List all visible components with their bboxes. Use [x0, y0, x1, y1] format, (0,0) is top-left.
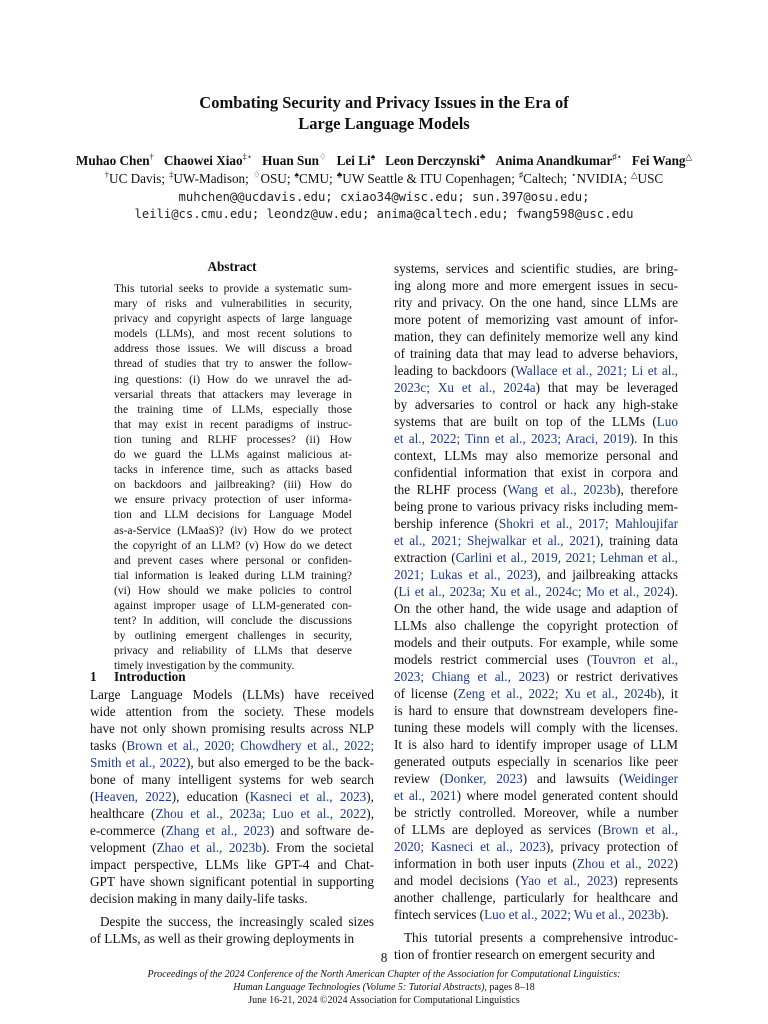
text-line: [394, 447, 678, 464]
text-run: ). From the societal: [261, 840, 374, 855]
text-line: [394, 600, 678, 617]
text-run: ),: [366, 789, 374, 804]
text-run: of LLMs are deployed as services (: [394, 822, 603, 837]
author: [632, 153, 692, 168]
text-line: [394, 617, 678, 634]
affiliation-mark: ♯: [518, 169, 524, 180]
affiliation-mark: ⋆: [571, 169, 577, 180]
text-run: of LLMs, as well as their growing deployments in: [90, 931, 355, 946]
citation-link[interactable]: Yao et al., 2023: [520, 873, 614, 888]
author-mark: △: [685, 151, 693, 162]
affiliation: [337, 171, 515, 186]
author: [385, 153, 485, 168]
text-run: This tutorial presents a comprehensive introduc-: [404, 930, 678, 945]
text-line: [90, 737, 374, 754]
author-name: Huan Sun: [262, 153, 319, 168]
text-run: healthcare (: [90, 806, 156, 821]
affiliation-mark: △: [631, 169, 638, 180]
affiliation-mark: †: [104, 169, 110, 180]
text-run: ).: [670, 584, 678, 599]
abstract-line: and prevent cases where personal or confiden-: [114, 554, 352, 567]
author-mark: ♢: [319, 151, 327, 162]
affiliation-name: Caltech;: [523, 171, 568, 186]
text-run: ) represents: [613, 873, 678, 888]
text-line: [394, 929, 678, 946]
text-line: [394, 328, 678, 345]
abstract-line: address those issues. We will discuss a broad: [114, 343, 352, 356]
footer-line-3: June 16-21, 2024 ©2024 Association for Computational Linguistics: [248, 995, 520, 1006]
citation-link[interactable]: Zeng et al., 2022; Xu et al., 2024b: [457, 686, 658, 701]
introduction-right-column: [394, 260, 678, 963]
citation-link[interactable]: 2020; Kasneci et al., 2023: [394, 839, 546, 854]
author: [76, 153, 154, 168]
text-run: impact perspective, LLMs like GPT-4 and Chat-: [90, 857, 374, 872]
text-line: [90, 822, 374, 839]
text-line: [394, 498, 678, 515]
text-line: [394, 464, 678, 481]
author-mark: ♣: [479, 151, 486, 162]
text-line: [394, 583, 678, 600]
footer-pages: , pages 8–18: [484, 982, 535, 993]
abstract-line: against improper usage of LLM-generated con-: [114, 599, 352, 612]
text-line: [394, 413, 678, 430]
text-run: is hard to ensure that downstream developers fine-: [394, 703, 678, 718]
affiliation-name: UW-Madison;: [173, 171, 249, 186]
text-line: [90, 720, 374, 737]
affiliation-name: UW Seattle & ITU Copenhagen;: [342, 171, 515, 186]
abstract-line: on backdoors and jailbreaking? (iii) How do: [114, 479, 352, 492]
text-run: ).: [660, 907, 669, 922]
abstract-line: the training time of LLMs, especially those: [114, 403, 352, 416]
text-run: ) and software de-: [269, 823, 374, 838]
abstract-line: tent? In addition, will conclude the discussions: [114, 615, 352, 628]
abstract-line: (vi) How should we make policies to control: [114, 584, 352, 597]
text-run: LLMs also challenge the copyright protection of: [394, 618, 678, 633]
author-name: Leon Derczynski: [385, 153, 480, 168]
affiliation: [631, 171, 663, 186]
text-line: [90, 873, 374, 890]
text-line: [394, 379, 678, 396]
affiliation: [519, 171, 567, 186]
citation-link[interactable]: Weidinger: [623, 771, 678, 786]
affiliation-name: USC: [637, 171, 664, 186]
text-line: [90, 890, 374, 907]
citation-link[interactable]: et al., 2021; Shejwalkar et al., 2021: [394, 533, 596, 548]
text-run: ): [673, 856, 678, 871]
author: [164, 153, 252, 168]
abstract-line: by outlining emergent challenges in security,: [114, 630, 352, 643]
text-run: generated outputs especially in scenarios like peer: [394, 754, 678, 769]
citation-link[interactable]: Heaven, 2022: [94, 789, 172, 804]
text-run: context, LLMs may also memorize personal and: [394, 448, 678, 463]
abstract-line: ing questions: (i) How do we unravel the ad-: [114, 373, 352, 386]
text-line: [90, 839, 374, 856]
page-number: 8: [380, 950, 388, 965]
text-line: [394, 294, 678, 311]
text-run: rity and privacy. On the one hand, since LLMs are: [394, 295, 678, 310]
text-line: [90, 788, 374, 805]
text-run: and model decisions (: [394, 873, 521, 888]
paper-title-line-2: Large Language Models: [298, 114, 470, 133]
text-run: have not only shown promising results across NLP: [90, 721, 374, 736]
text-line: [394, 787, 678, 804]
abstract-line: that may exist in recent paradigms of instruc-: [114, 418, 352, 431]
text-line: [394, 736, 678, 753]
text-line: [394, 855, 678, 872]
text-line: [90, 805, 374, 822]
abstract-line: timely investigation by the community.: [114, 660, 295, 673]
text-run: be strictly controlled. Moreover, while a number: [394, 805, 678, 820]
text-run: tion of frontier research on emergent security and: [394, 947, 655, 962]
text-run: Despite the success, the increasingly scaled sizes: [100, 914, 374, 929]
abstract-line: do we guard the LLMs against malicious at-: [114, 449, 352, 462]
text-run: of license (: [394, 686, 458, 701]
author-name: Chaowei Xiao: [163, 153, 243, 168]
author-mark: ♯⋆: [612, 151, 622, 162]
text-line: [394, 889, 678, 906]
text-line: [90, 856, 374, 873]
text-run: review (: [394, 771, 445, 786]
text-line: [90, 771, 374, 788]
text-run: ), training data: [595, 533, 678, 548]
footer-line-2: [0, 981, 768, 994]
text-run: Large Language Models (LLMs) have received: [90, 687, 374, 702]
citation-link[interactable]: 2023c; Xu et al., 2024a: [394, 380, 536, 395]
citation-link[interactable]: Wallace et al., 2021; Li et al.,: [515, 363, 678, 378]
text-line: [394, 719, 678, 736]
text-line: [394, 311, 678, 328]
affiliation-list: [0, 170, 768, 188]
text-run: ), education (: [171, 789, 250, 804]
abstract-line: the copyright of an LLM? (v) How do we detect: [114, 539, 352, 552]
text-line: [394, 634, 678, 651]
text-line: [394, 770, 678, 787]
text-run: (: [394, 584, 399, 599]
author-name: Muhao Chen: [75, 153, 150, 168]
text-line: [90, 913, 374, 930]
text-run: ),: [366, 806, 374, 821]
paper-title-line-1: Combating Security and Privacy Issues in the Era of: [199, 93, 569, 112]
text-run: confidential information that exist in corpora and: [394, 465, 678, 480]
abstract-line: tial information is leaked during LLM training?: [114, 569, 352, 582]
abstract-line: as-a-Service (LMaaS)? (iv) How do we protect: [114, 524, 352, 537]
citation-link[interactable]: Luo: [656, 414, 678, 429]
text-run: ), and jailbreaking attacks: [533, 567, 678, 582]
text-run: ing along more and more emergent issues in secu-: [394, 278, 678, 293]
citation-link[interactable]: Touvron et al.,: [591, 652, 678, 667]
text-line: [394, 515, 678, 532]
introduction-left-column: [90, 686, 374, 947]
abstract-body: [114, 282, 352, 674]
text-line: [90, 703, 374, 720]
text-line: [394, 566, 678, 583]
author-mark: †: [149, 151, 154, 162]
footer-venue: Human Language Technologies (Volume 5: Tutorial Abstracts): [233, 982, 485, 993]
text-run: extraction (: [394, 550, 456, 565]
section-title: Introduction: [114, 669, 186, 684]
affiliation: [571, 171, 627, 186]
affiliation-mark: ♣: [336, 169, 343, 180]
author-mark: ‡⋆: [242, 151, 253, 162]
abstract-line: models (LLMs), and most recent solutions to: [114, 328, 352, 341]
text-line: [394, 872, 678, 889]
author-list: [0, 152, 768, 170]
text-run: mation, they can definitely memorize well any kind: [394, 329, 678, 344]
text-run: velopment (: [90, 840, 157, 855]
text-run: being prone to various privacy risks including mem-: [394, 499, 678, 514]
citation-link[interactable]: Carlini et al., 2019, 2021; Lehman et al.,: [455, 550, 678, 565]
citation-link[interactable]: Kasneci et al., 2023: [249, 789, 367, 804]
abstract-line: tacks in inference time, such as attacks based: [114, 464, 352, 477]
text-run: ), therefore: [616, 482, 678, 497]
text-run: bone of many intelligent systems for web search: [90, 772, 374, 787]
citation-link[interactable]: 2023; Chiang et al., 2023: [394, 669, 545, 684]
text-run: ), privacy protection of: [545, 839, 678, 854]
affiliation: [294, 171, 332, 186]
affiliation-name: NVIDIA;: [576, 171, 627, 186]
text-line: [394, 838, 678, 855]
text-run: wide attention from the society. These models: [90, 704, 374, 719]
affiliation-name: UC Davis;: [109, 171, 166, 186]
text-run: models restrict commercial uses (: [394, 652, 592, 667]
text-run: systems, services and scientific studies, are bring-: [394, 261, 678, 276]
citation-link[interactable]: Shokri et al., 2017; Mahloujifar: [498, 516, 678, 531]
affiliation: [105, 171, 165, 186]
abstract-line: versarial threats that attackers may leverage in: [114, 388, 352, 401]
author: [495, 153, 621, 168]
author: [337, 153, 376, 168]
paper-title: [0, 92, 768, 134]
affiliation-mark: ‡: [169, 169, 174, 180]
author-name: Fei Wang: [631, 153, 686, 168]
text-run: of training data that may lead to adverse behaviors,: [394, 346, 678, 361]
proceedings-footer: [0, 968, 768, 1007]
section-number: 1: [90, 669, 97, 684]
text-run: decision making in many daily-life tasks.: [90, 891, 308, 906]
affiliation: [253, 171, 291, 186]
section-heading-introduction: [90, 668, 186, 685]
text-run: GPT have shown significant potential in supporting: [90, 874, 374, 889]
citation-link[interactable]: Zhao et al., 2023b: [156, 840, 262, 855]
text-line: [394, 362, 678, 379]
citation-link[interactable]: Zhang et al., 2023: [165, 823, 270, 838]
text-run: leading to backdoors (: [394, 363, 516, 378]
citation-link[interactable]: et al., 2022; Tinn et al., 2023; Araci, 2019: [394, 431, 630, 446]
abstract-line: This tutorial seeks to provide a systematic sum-: [114, 283, 352, 295]
abstract-line: mary of risks and vulnerabilities in security,: [114, 298, 352, 311]
text-line: [394, 651, 678, 668]
affiliation-mark: ♢: [252, 169, 261, 180]
text-run: another challenge, particularly for healthcare and: [394, 890, 678, 905]
abstract-heading: Abstract: [207, 259, 257, 274]
text-run: (: [90, 789, 95, 804]
text-line: [394, 277, 678, 294]
text-line: [394, 549, 678, 566]
citation-link[interactable]: et al., 2021: [394, 788, 457, 803]
footer-line-1: Proceedings of the 2024 Conference of the North American Chapter of the Association for Computational Linguistics:: [147, 969, 621, 980]
citation-link[interactable]: Donker, 2023: [444, 771, 523, 786]
text-line: [90, 686, 374, 703]
citation-link[interactable]: 2021; Lukas et al., 2023: [394, 567, 534, 582]
text-line: [90, 930, 374, 947]
text-line: [394, 345, 678, 362]
author-name: Anima Anandkumar: [495, 153, 613, 168]
text-line: [394, 804, 678, 821]
affiliation-name: OSU;: [260, 171, 291, 186]
affiliation-mark: ♠: [294, 169, 299, 180]
text-run: tuning these models will comply with the licenses.: [394, 720, 678, 735]
text-line: [394, 260, 678, 277]
text-run: ) where model generated content should: [456, 788, 678, 803]
abstract-line: privacy and reliability of LLMs that deserve: [114, 645, 352, 658]
text-run: bership inference (: [394, 516, 499, 531]
text-line: [90, 754, 374, 771]
text-line: [394, 481, 678, 498]
text-line: [394, 821, 678, 838]
text-run: On the other hand, the wide usage and adaption of: [394, 601, 678, 616]
text-line: [394, 668, 678, 685]
text-line: [394, 396, 678, 413]
abstract-line: we ensure privacy protection of user informa-: [114, 494, 352, 507]
text-line: [394, 906, 678, 923]
text-line: [394, 532, 678, 549]
text-run: the RLHF process (: [394, 482, 508, 497]
email-line-1: muhchen@@ucdavis.edu; cxiao34@wisc.edu; sun.397@osu.edu;: [178, 190, 590, 204]
author-mark: ♠: [370, 151, 376, 162]
abstract-line: thread of studies that try to answer the follow-: [114, 358, 352, 371]
citation-link[interactable]: Wang et al., 2023b: [507, 482, 617, 497]
abstract-line: privacy and copyright aspects of large language: [114, 313, 352, 326]
text-run: systems that are built on top of the LLMs (: [394, 414, 657, 429]
citation-link[interactable]: Brown et al., 2020; Chowdhery et al., 2022;: [126, 738, 374, 753]
text-run: models and their outputs. For example, while some: [394, 635, 678, 650]
abstract-line: tion and LLM decisions for Language Model: [114, 509, 352, 522]
citation-link[interactable]: Luo et al., 2022; Wu et al., 2023b: [484, 907, 661, 922]
text-run: ) and lawsuits (: [522, 771, 624, 786]
citation-link[interactable]: Brown et al.,: [602, 822, 678, 837]
text-run: ) that may be leveraged: [535, 380, 678, 395]
text-run: fintech services (: [394, 907, 485, 922]
text-run: by adversaries to control or hack any high-stake: [394, 397, 678, 412]
text-run: ). In this: [629, 431, 678, 446]
text-line: [394, 685, 678, 702]
citation-link[interactable]: Zhou et al., 2022: [576, 856, 674, 871]
abstract-line: tion tuning and RLHF processes? (ii) How: [114, 433, 352, 446]
affiliation: [169, 171, 249, 186]
text-run: more potent of memorizing vast amount of infor-: [394, 312, 678, 327]
email-line-2: leili@cs.cmu.edu; leondz@uw.edu; anima@caltech.edu; fwang598@usc.edu: [134, 207, 634, 221]
text-run: ) or restrict derivatives: [545, 669, 678, 684]
citation-link[interactable]: Li et al., 2023a; Xu et al., 2024c; Mo et al., 2024: [398, 584, 671, 599]
text-run: e-commerce (: [90, 823, 166, 838]
affiliation-name: CMU;: [299, 171, 333, 186]
citation-link[interactable]: Smith et al., 2022: [90, 755, 186, 770]
text-line: [394, 430, 678, 447]
author-name: Lei Li: [336, 153, 371, 168]
text-run: information in both user inputs (: [394, 856, 577, 871]
text-run: ), it: [657, 686, 678, 701]
text-run: It is also hard to identify improper usage of LLM: [394, 737, 678, 752]
author: [262, 153, 326, 168]
text-line: [394, 753, 678, 770]
citation-link[interactable]: Zhou et al., 2023a; Luo et al., 2022: [155, 806, 367, 821]
text-run: tasks (: [90, 738, 127, 753]
text-run: ), but also emerged to be the back-: [185, 755, 374, 770]
text-line: [394, 702, 678, 719]
